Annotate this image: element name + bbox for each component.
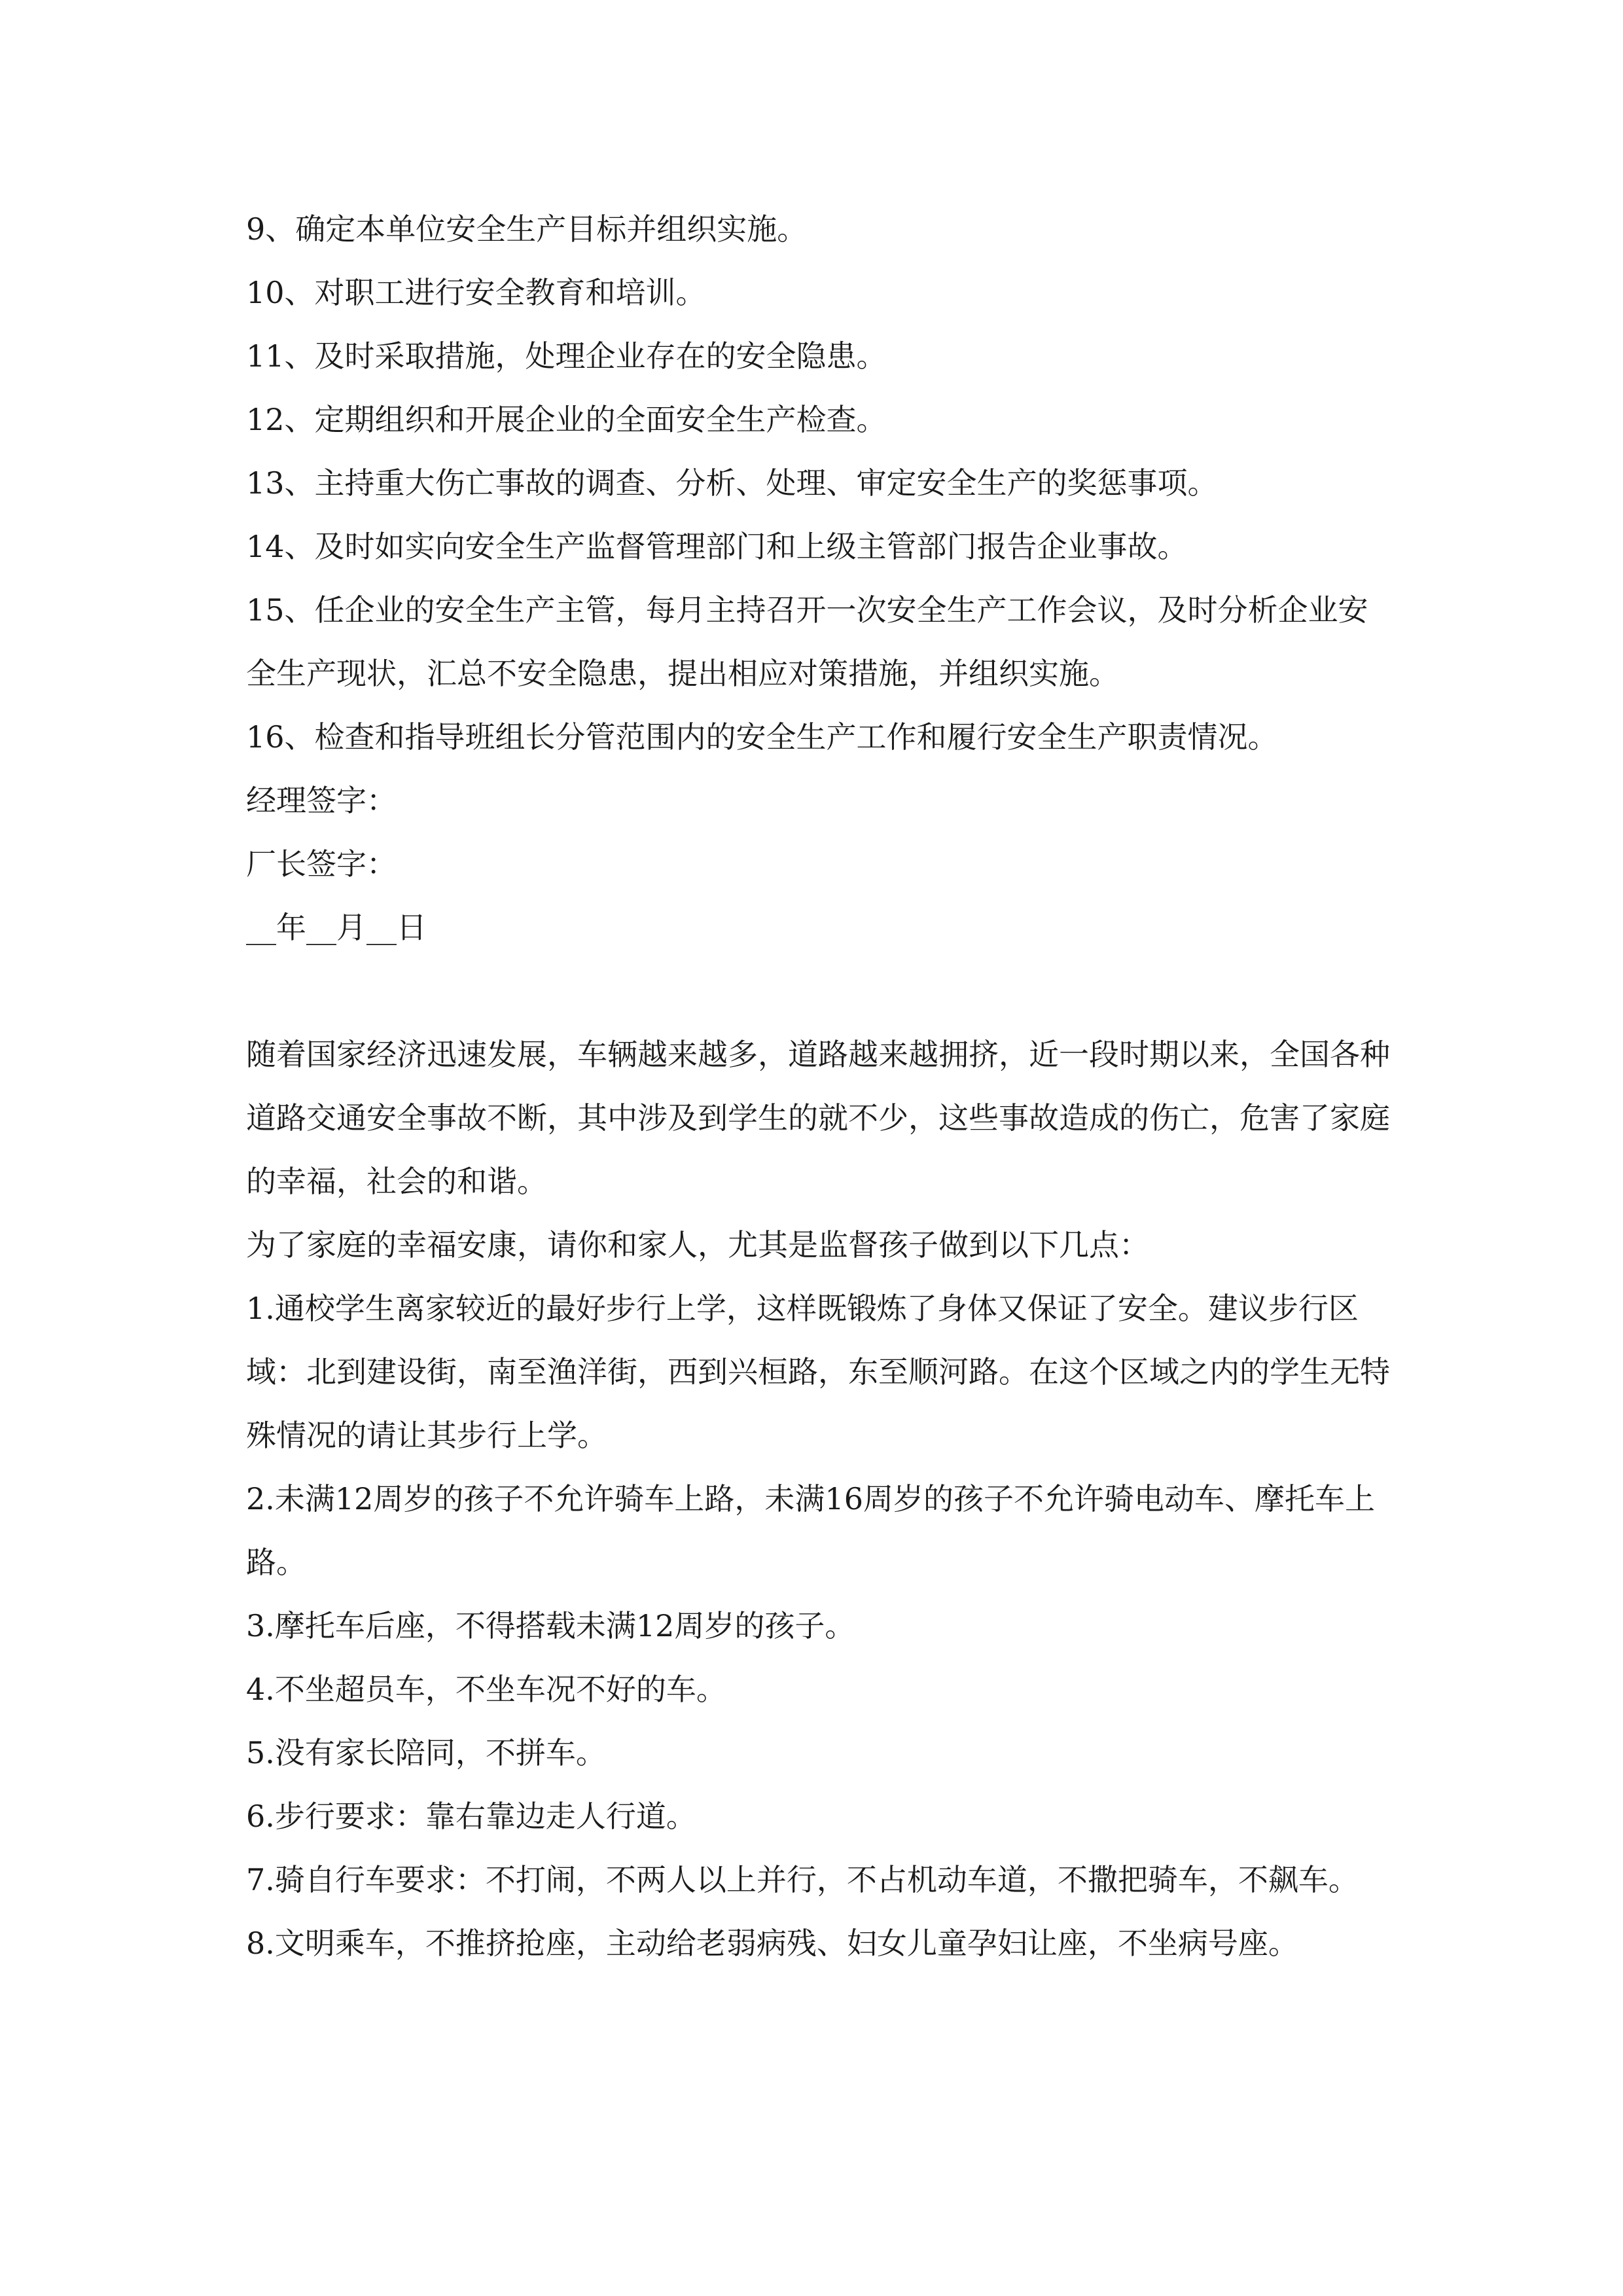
manager-signature-label: 经理签字： (246, 783, 397, 818)
section-spacer (246, 960, 1398, 1023)
duty-item-10: 10、对职工进行安全教育和培训。 (246, 275, 706, 310)
director-signature-label: 厂长签字： (246, 846, 397, 882)
document-body (246, 198, 1398, 1975)
duty-item-14: 14、及时如实向安全生产监督管理部门和上级主管部门报告企业事故。 (246, 529, 1188, 564)
duty-item-12: 12、定期组织和开展企业的全面安全生产检查。 (246, 402, 887, 437)
duty-item-9: 9、确定本单位安全生产目标并组织实施。 (246, 211, 808, 247)
notice-item-7: 7.骑自行车要求：不打闹，不两人以上并行，不占机动车道，不撒把骑车，不飙车。 (246, 1862, 1359, 1897)
duty-item-16: 16、检查和指导班组长分管范围内的安全生产工作和履行安全生产职责情况。 (246, 719, 1278, 755)
notice-lead: 为了家庭的幸福安康，请你和家人，尤其是监督孩子做到以下几点： (246, 1227, 1149, 1263)
duty-item-15: 15、任企业的安全生产主管，每月主持召开一次安全生产工作会议，及时分析企业安全生产现状，汇总不安全隐患，提出相应对策措施，并组织实施。 (246, 592, 1368, 691)
notice-item-3: 3.摩托车后座，不得搭载未满12周岁的孩子。 (246, 1608, 855, 1643)
notice-item-2: 2.未满12周岁的孩子不允许骑车上路，未满16周岁的孩子不允许骑电动车、摩托车上路。 (246, 1481, 1375, 1580)
notice-item-5: 5.没有家长陪同，不拼车。 (246, 1735, 606, 1770)
notice-intro: 随着国家经济迅速发展，车辆越来越多，道路越来越拥挤，近一段时期以来，全国各种道路交通安全事故不断，其中涉及到学生的就不少，这些事故造成的伤亡，危害了家庭的幸福，社会的和谐。 (246, 1037, 1390, 1199)
notice-item-4: 4.不坐超员车，不坐车况不好的车。 (246, 1672, 726, 1707)
duty-item-13: 13、主持重大伤亡事故的调查、分析、处理、审定安全生产的奖惩事项。 (246, 465, 1218, 501)
duty-item-11: 11、及时采取措施，处理企业存在的安全隐患。 (246, 338, 887, 374)
notice-item-8: 8.文明乘车，不推挤抢座，主动给老弱病残、妇女儿童孕妇让座，不坐病号座。 (246, 1926, 1298, 1961)
notice-item-6: 6.步行要求：靠右靠边走人行道。 (246, 1799, 696, 1834)
notice-item-1: 1.通校学生离家较近的最好步行上学，这样既锻炼了身体又保证了安全。建议步行区域：北到建设街，南至渔洋街，西到兴桓路，东至顺河路。在这个区域之内的学生无特殊情况的请让其步行上学。 (246, 1291, 1390, 1453)
signature-date: __年__月__日 (246, 910, 427, 945)
